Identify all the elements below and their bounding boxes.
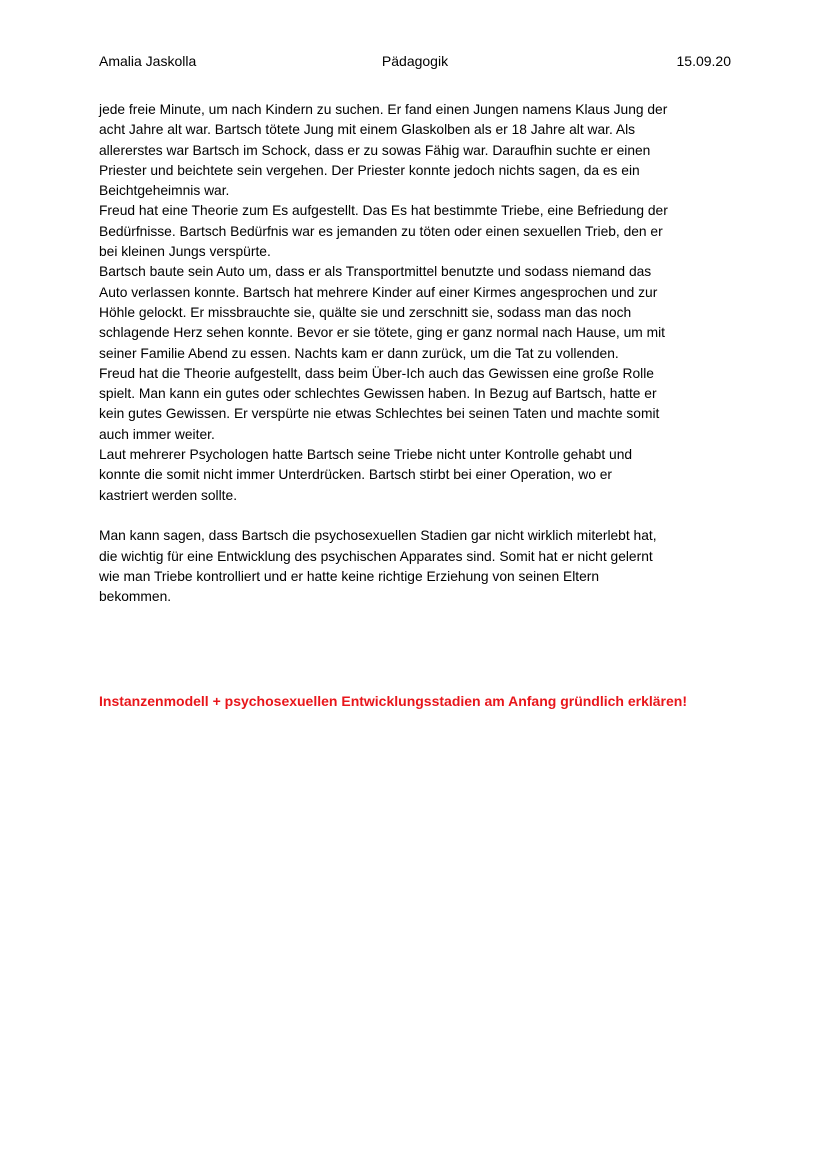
author-name: Amalia Jaskolla (99, 53, 197, 69)
paragraph-spacer (99, 506, 731, 526)
body-paragraph: Bartsch baute sein Auto um, dass er als Transportmittel benutzte und sodass niemand das Auto verlassen konnte. Bartsch hat mehrere Kinder auf einer Kirmes angesprochen und zur Höhle gelockt. Er missbrauchte sie, quälte sie und zerschnitt sie, sodass man das noch schlagende Herz sehen konnte. Bevor er sie tötete, ging er ganz normal nach Hause, um mit seiner Familie Abend zu essen. Nachts kam er dann zurück, um die Tat zu vollenden. (99, 264, 665, 361)
page-header (99, 51, 731, 71)
body-paragraph: jede freie Minute, um nach Kindern zu suchen. Er fand einen Jungen namens Klaus Jung der acht Jahre alt war. Bartsch tötete Jung mit einem Glaskolben als er 18 Jahre alt war. Als allererstes war Bartsch im Schock, dass er zu sowas Fähig war. Daraufhin suchte er einen Priester und beichtete sein vergehen. Der Priester konnte jedoch nichts sagen, da es ein Beichtgeheimnis war. (99, 102, 668, 199)
document-date: 15.09.20 (676, 53, 731, 69)
document-body (99, 100, 731, 607)
conclusion-paragraph: Man kann sagen, dass Bartsch die psychosexuellen Stadien gar nicht wirklich miterlebt hat, die wichtig für eine Entwicklung des psychischen Apparates sind. Somit hat er nicht gelernt wie man Triebe kontrolliert und er hatte keine richtige Erziehung von seinen Eltern bekommen. (99, 528, 657, 605)
body-paragraph: Laut mehrerer Psychologen hatte Bartsch seine Triebe nicht unter Kontrolle gehabt und konnte die somit nicht immer Unterdrücken. Bartsch stirbt bei einer Operation, wo er kastriert werden sollte. (99, 447, 633, 503)
body-paragraph: Freud hat die Theorie aufgestellt, dass beim Über-Ich auch das Gewissen eine große Rolle spielt. Man kann ein gutes oder schlechtes Gewissen haben. In Bezug auf Bartsch, hatte er kein gutes Gewissen. Er verspürte nie etwas Schlechtes bei seinen Taten und machte somit auch immer weiter. (99, 365, 660, 442)
teacher-note: Instanzenmodell + psychosexuellen Entwicklungsstadien am Anfang gründlich erklären! (99, 693, 688, 709)
subject-title: Pädagogik (381, 53, 449, 69)
body-paragraph: Freud hat eine Theorie zum Es aufgestellt. Das Es hat bestimmte Triebe, eine Befriedung der Bedürfnisse. Bartsch Bedürfnis war es jemanden zu töten oder einen sexuellen Trieb, den er bei kleinen Jungs verspürte. (99, 203, 668, 260)
